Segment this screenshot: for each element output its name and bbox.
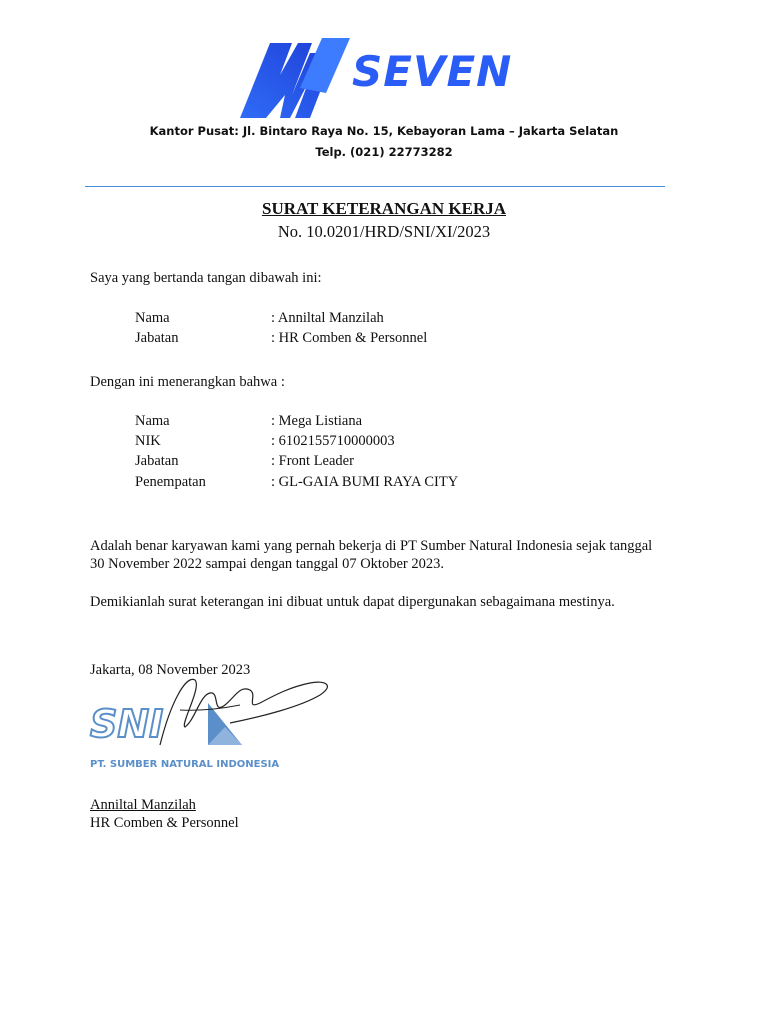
field-label: Jabatan (135, 453, 179, 469)
svg-text:PT. SUMBER NATURAL INDONESIA: PT. SUMBER NATURAL INDONESIA (90, 759, 280, 770)
statement-paragraph: Dengan ini menerangkan bahwa : (90, 374, 285, 390)
field-label: NIK (135, 433, 161, 449)
seven-logo (240, 33, 540, 123)
employee-row (135, 413, 362, 430)
field-label: Penempatan (135, 474, 206, 490)
employee-row (135, 474, 458, 491)
field-value: : Anniltal Manzilah (271, 310, 384, 326)
field-value: : Front Leader (271, 453, 354, 469)
employee-row (135, 453, 354, 470)
signer-title: HR Comben & Personnel (90, 815, 239, 831)
handwritten-signature (140, 665, 340, 755)
signatory-row (135, 330, 427, 347)
field-value: : 6102155710000003 (271, 433, 395, 449)
field-value: : HR Comben & Personnel (271, 330, 428, 346)
letter-title: SURAT KETERANGAN KERJA (261, 199, 507, 218)
body-line-1: Adalah benar karyawan kami yang pernah bekerja di PT Sumber Natural Indonesia sejak tanggal (90, 538, 653, 554)
office-address: Kantor Pusat: Jl. Bintaro Raya No. 15, Kebayoran Lama – Jakarta Selatan (149, 124, 619, 138)
field-label: Jabatan (135, 330, 179, 346)
signer-name: Anniltal Manzilah (90, 797, 196, 813)
field-value: : GL-GAIA BUMI RAYA CITY (271, 474, 459, 490)
brand-name: SEVEN (352, 47, 513, 96)
letter-number: No. 10.0201/HRD/SNI/XI/2023 (277, 222, 491, 241)
employee-row (135, 433, 395, 450)
body-line-2: 30 November 2022 sampai dengan tanggal 07 Oktober 2023. (90, 556, 444, 572)
field-label: Nama (135, 413, 170, 429)
signatory-row (135, 310, 384, 327)
closing-paragraph: Demikianlah surat keterangan ini dibuat untuk dapat dipergunakan sebagaimana mestinya. (90, 594, 615, 610)
seven-logo-mark-icon (240, 33, 350, 123)
svg-text:SNI: SNI (90, 702, 164, 746)
place-date: Jakarta, 08 November 2023 (90, 662, 251, 678)
office-phone: Telp. (021) 22773282 (315, 145, 453, 159)
signature-area (90, 655, 340, 785)
intro-paragraph: Saya yang bertanda tangan dibawah ini: (90, 270, 322, 286)
field-value: : Mega Listiana (271, 413, 363, 429)
header-divider (85, 186, 665, 187)
field-label: Nama (135, 310, 170, 326)
